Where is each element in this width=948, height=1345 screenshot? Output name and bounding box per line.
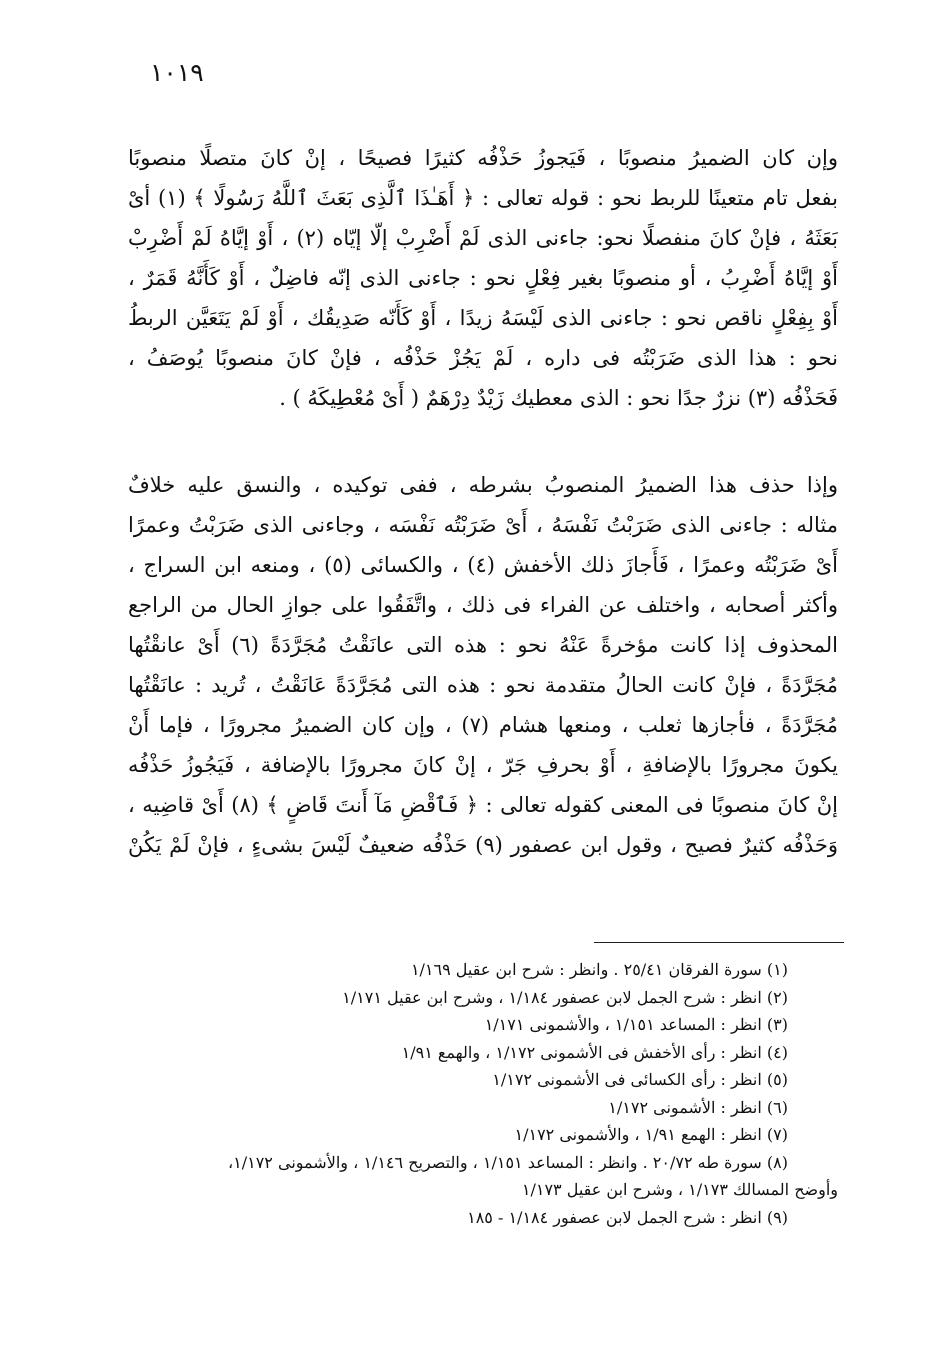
footnote-separator bbox=[594, 942, 844, 943]
text-line: مُجَرَّدَةً ، فأجازها ثعلب ، ومنعها هشام (٧) ، وإن كان الضميرُ مجرورًا ، فإما أَنْ bbox=[128, 713, 838, 737]
text-line: المحذوف إذا كانت مؤخرةً عَنْهُ نحو : هذه التى عانَقْتُ مُجَرَّدَةً (٦) أَىْ عانقْتُها bbox=[128, 633, 838, 657]
text-line: وإن كان الضميرُ منصوبًا ، فَيَجوزُ حَذْفُه كثيرًا فصيحًا ، إنْ كانَ متصلًا منصوبًا bbox=[128, 146, 838, 170]
text-line: أَىْ ضَرَبْتُه وعمرًا ، فَأَجازَ ذلك الأخفش (٤) ، والكسائى (٥) ، ومنعه ابن السراج ، bbox=[128, 553, 838, 577]
footnotes bbox=[128, 956, 838, 1231]
text-line: نحو : هذا الذى ضَرَبْتُه فى داره ، لَمْ يَجُزْ حَذْفُه ، فإنْ كانَ منصوبًا يُوصَفُ ، bbox=[128, 346, 838, 370]
footnote: (٢) انظر : شرح الجمل لابن عصفور ١/١٨٤ ، وشرح ابن عقيل ١/١٧١ bbox=[342, 987, 788, 1007]
paragraph-1 bbox=[128, 138, 838, 418]
text-line: يكونَ مجرورًا بالإضافةِ ، أَوْ بحرفِ جَرّ ، إنْ كانَ مجرورًا بالإضافة ، فَيَجُوزُ حَذْفُه bbox=[128, 753, 838, 777]
text-line: أَوْ بِفِعْلٍ ناقص نحو : جاءنى الذى لَيْسَهُ زيدًا ، أَوْ كَأَنّه صَدِيقُك ، أَوْ لَمْ يَتَعَيَّن الربطُ bbox=[128, 306, 838, 330]
footnote-continuation: وأوضح المسالك ١/١٧٣ ، وشرح ابن عقيل ١/١٧٣ bbox=[521, 1180, 838, 1199]
footnote: (٧) انظر : الهمع ١/٩١ ، والأشمونى ١/١٧٢ bbox=[514, 1125, 788, 1144]
footnote: (٥) انظر : رأى الكسائى فى الأشمونى ١/١٧٢ bbox=[492, 1070, 788, 1089]
text-line: وأكثر أصحابه ، واختلف عن الفراء فى ذلك ، واتَّفَقُوا على جوازِ الحال من الراجع bbox=[128, 593, 838, 617]
footnote: (٤) انظر : رأى الأخفش فى الأشمونى ١/١٧٢ ، والهمع ١/٩١ bbox=[401, 1042, 788, 1062]
footnote: (٩) انظر : شرح الجمل لابن عصفور ١/١٨٤ - ١٨٥ bbox=[467, 1207, 788, 1227]
text-line: إنْ كانَ منصوبًا فى المعنى كقوله تعالى : ﴿ فَٱقْضِ مَآ أَنتَ قَاضٍ ﴾ (٨) أَىْ قاضِيه ، bbox=[128, 793, 838, 817]
page-number: ١٠١٩ bbox=[150, 58, 204, 87]
footnote: (٣) انظر : المساعد ١/١٥١ ، والأشمونى ١/١٧١ bbox=[484, 1015, 788, 1034]
footnote: (٨) سورة طه ٢٠/٧٢ . وانظر : المساعد ١/١٥١ ، والتصريح ١/١٤٦ ، والأشمونى ١/١٧٢، bbox=[227, 1152, 788, 1172]
text-line: مثاله : جاءنى الذى ضَرَبْتُ نَفْسَهُ ، أَىْ ضَرَبْتُه نَفْسَه ، وجاءنى الذى ضَرَبْتُ وعمرًا bbox=[128, 513, 838, 537]
footnote: (٦) انظر : الأشمونى ١/١٧٢ bbox=[608, 1097, 788, 1117]
text-line: بفعل تام متعينًا للربط نحو : قوله تعالى : ﴿ أَهَـٰذَا ٱلَّذِى بَعَثَ ٱللَّهُ رَسُولًا ﴾ (١) أىْ bbox=[128, 186, 838, 210]
footnote: (١) سورة الفرقان ٢٥/٤١ . وانظر : شرح ابن عقيل ١/١٦٩ bbox=[410, 960, 788, 979]
text-line: وإذا حذف هذا الضميرُ المنصوبُ بشرطه ، ففى توكيده ، والنسق عليه خلافٌ bbox=[128, 473, 838, 497]
text-line: أَوْ إيَّاهُ أَضْرِبُ ، أو منصوبًا بغير فِعْلٍ نحو : جاءنى الذى إنّه فاضِلٌ ، أَوْ كَأَنَّهُ قَمَرٌ ، bbox=[128, 266, 838, 290]
text-line: فَحَذْفُه (٣) نزرٌ جدًا نحو : الذى معطيك زَيْدٌ دِرْهَمٌ ( أَىْ مُعْطِيكَهُ ) . bbox=[279, 386, 838, 410]
text-line: وَحَذْفُه كثيرٌ فصيح ، وقول ابن عصفور (٩) حَذْفُه ضعيفٌ لَيْسَ بشىءٍ ، فإنْ لَمْ يَكُنْ bbox=[128, 833, 838, 857]
text-line: بَعَثَهُ ، فإنْ كانَ منفصلًا نحو: جاءنى الذى لَمْ أَضْرِبْ إلّا إيّاه (٢) ، أَوْ إيَّاهُ لَمْ أَضْرِبْ bbox=[128, 226, 838, 250]
paragraph-2 bbox=[128, 465, 838, 865]
text-line: مُجَرَّدَةً ، فإنْ كانت الحالُ متقدمة نحو : هذه التى مُجَرَّدَةً عَانَقْتُ ، تُريد : عانَقْتُها bbox=[128, 673, 838, 697]
